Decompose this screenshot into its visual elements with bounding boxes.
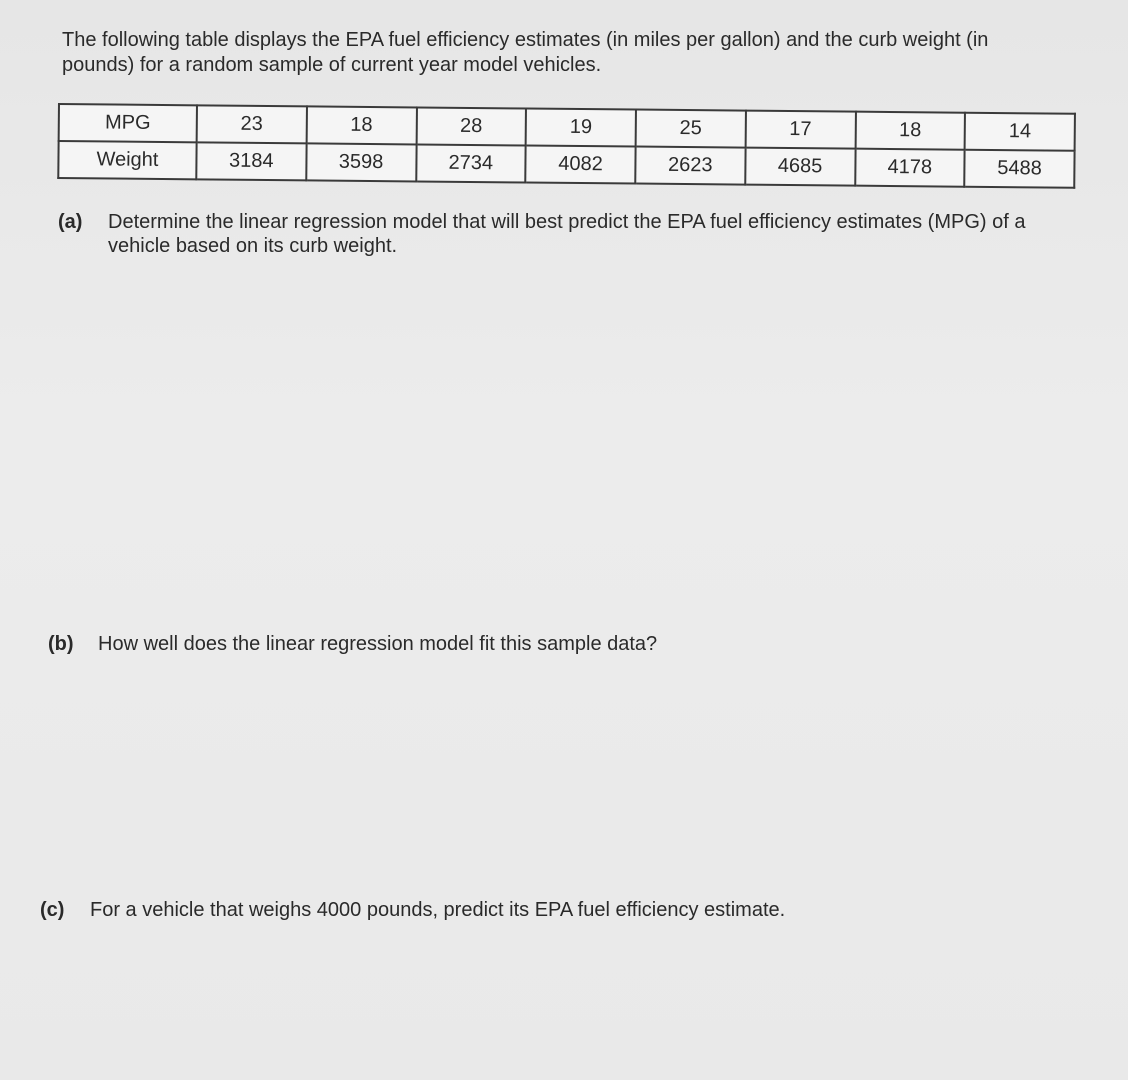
question-b-text: How well does the linear regression model fit this sample data? [98,633,658,655]
question-c-text: For a vehicle that weighs 4000 pounds, predict its EPA fuel efficiency estimate. [90,899,786,921]
mpg-cell: 25 [636,110,746,148]
question-c [40,898,1040,922]
mpg-label: MPG [59,104,197,142]
weight-cell: 4685 [745,148,855,186]
weight-label: Weight [58,141,196,179]
mpg-cell: 19 [526,108,636,146]
weight-cell: 4178 [855,149,965,187]
mpg-cell: 17 [745,111,855,149]
mpg-cell: 18 [306,106,416,144]
mpg-cell: 18 [855,112,965,150]
mpg-cell: 28 [416,107,526,145]
question-b-label: (b) [48,633,74,655]
weight-cell: 5488 [964,150,1074,188]
question-a-text: Determine the linear regression model that will best predict the EPA fuel efficiency estimates (MPG) of a vehicle based on its curb weight. [108,211,1026,257]
question-b [48,632,948,656]
mpg-cell: 14 [965,113,1075,151]
weight-cell: 3184 [196,142,306,180]
weight-cell: 3598 [306,143,416,181]
question-a [58,210,1058,258]
question-c-label: (c) [40,899,65,921]
intro-paragraph: The following table displays the EPA fuel efficiency estimates (in miles per gallon) and the curb weight (in pounds) for a random sample of current year model vehicles. [62,29,989,76]
weight-cell: 2623 [635,147,745,185]
weight-cell: 4082 [526,145,636,183]
data-table [57,103,1076,189]
weight-cell: 2734 [416,144,526,182]
question-a-label: (a) [58,211,83,233]
mpg-cell: 23 [197,105,307,143]
